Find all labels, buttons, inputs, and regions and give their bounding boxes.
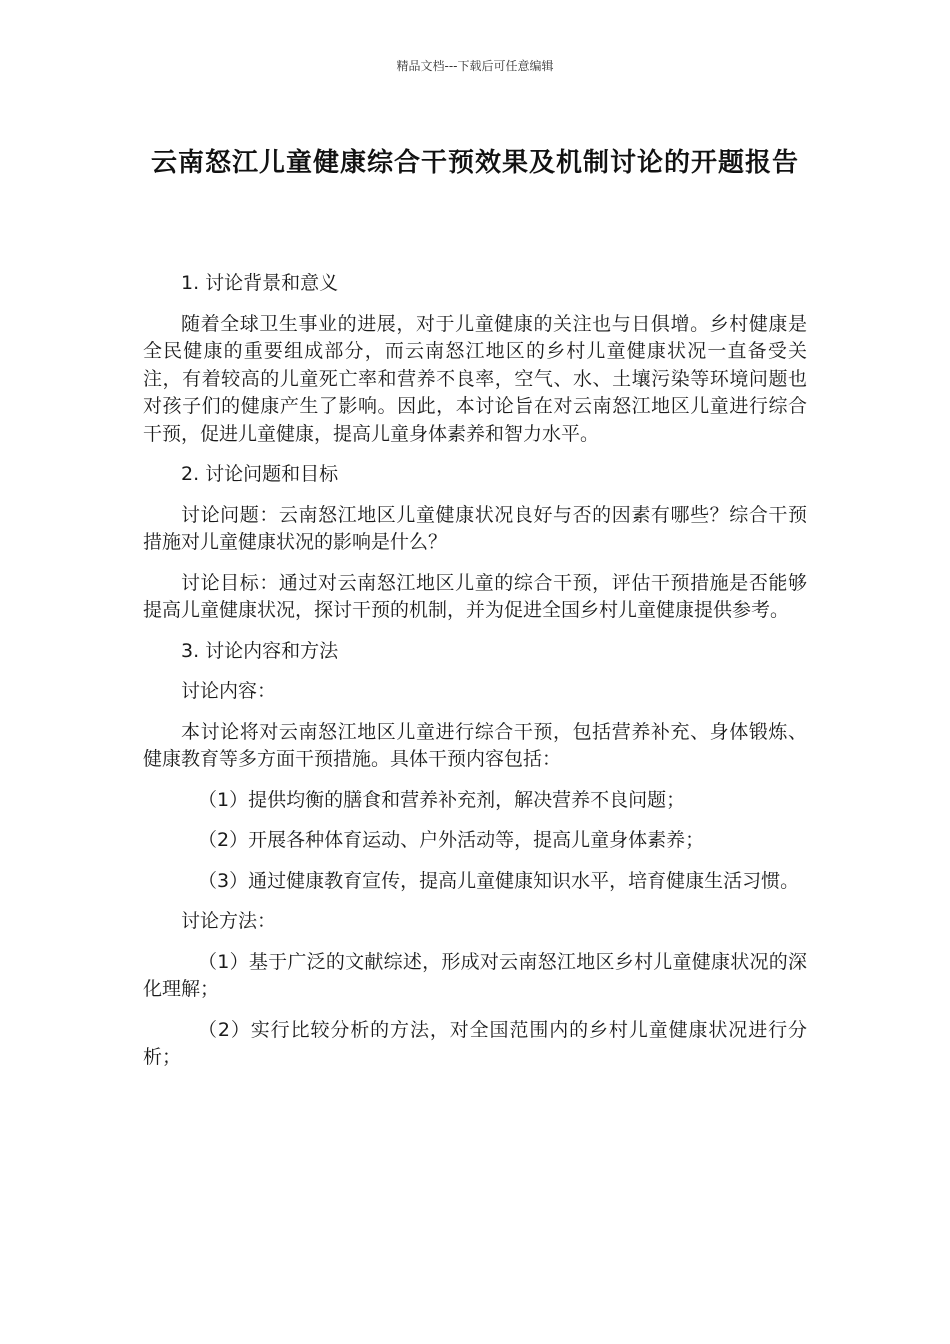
section-heading-background: 1. 讨论背景和意义	[181, 272, 339, 294]
paragraph-goals: 讨论目标：通过对云南怒江地区儿童的综合干预，评估干预措施是否能够提高儿童健康状况，探讨干预的机制，并为促进全国乡村儿童健康提供参考。	[143, 571, 807, 621]
paragraph-content: 本讨论将对云南怒江地区儿童进行综合干预，包括营养补充、身体锻炼、健康教育等多方面干预措施。具体干预内容包括：	[143, 720, 807, 770]
content-item-1: （1）提供均衡的膳食和营养补充剂，解决营养不良问题；	[198, 788, 686, 811]
method-item-1: （1）基于广泛的文献综述，形成对云南怒江地区乡村儿童健康状况的深化理解；	[143, 950, 807, 1000]
paragraph-questions: 讨论问题：云南怒江地区儿童健康状况良好与否的因素有哪些？综合干预措施对儿童健康状况的影响是什么？	[143, 503, 807, 553]
subheading-methods: 讨论方法：	[181, 910, 277, 932]
document-body	[143, 270, 807, 1085]
paragraph-background: 随着全球卫生事业的进展，对于儿童健康的关注也与日俱增。乡村健康是全民健康的重要组成部分，而云南怒江地区的乡村儿童健康状况一直备受关注，有着较高的儿童死亡率和营养不良率，空气、水、土壤污染等环境问题也对孩子们的健康产生了影响。因此，本讨论旨在对云南怒江地区儿童进行综合干预，促进儿童健康，提高儿童身体素养和智力水平。	[143, 312, 807, 445]
header-note: 精品文档---下载后可任意编辑	[396, 59, 554, 73]
method-item-2: （2）实行比较分析的方法，对全国范围内的乡村儿童健康状况进行分析；	[143, 1018, 807, 1068]
section-heading-questions: 2. 讨论问题和目标	[181, 463, 339, 485]
content-item-3: （3）通过健康教育宣传，提高儿童健康知识水平，培育健康生活习惯。	[198, 869, 800, 892]
section-heading-content-methods: 3. 讨论内容和方法	[181, 639, 339, 662]
content-item-2: （2）开展各种体育运动、户外活动等，提高儿童身体素养；	[198, 829, 705, 851]
document-title: 云南怒江儿童健康综合干预效果及机制讨论的开题报告	[150, 148, 799, 178]
subheading-content: 讨论内容：	[181, 680, 277, 702]
